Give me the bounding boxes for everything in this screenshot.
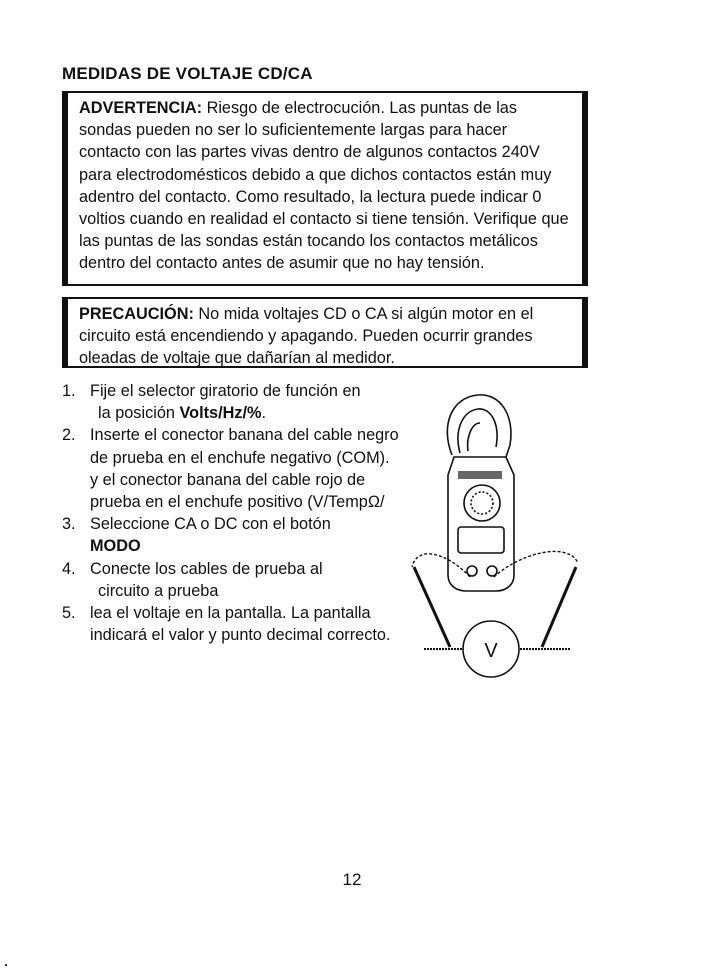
clamp-meter-illustration [410, 385, 582, 690]
caution-text: No mida voltajes CD o CA si algún motor en el circuito está encendiendo y apagando. Pueden ocurrir grandes oleadas de voltaje que dañarían al medidor. [79, 305, 534, 368]
step-4-line2: circuito a prueba [98, 581, 219, 600]
step-number: 2. [62, 426, 76, 445]
section-title: MEDIDAS DE VOLTAJE CD/CA [62, 64, 313, 83]
step-5 [62, 602, 402, 646]
warning-box [62, 91, 588, 286]
step-3-text: Seleccione CA o DC con el botón [90, 515, 331, 534]
step-number: 4. [62, 559, 76, 578]
step-1-line2 [90, 402, 402, 424]
steps-list [62, 380, 402, 646]
warning-text: Riesgo de electrocución. Las puntas de las sondas pueden no ser lo suficientemente largas para hacer contacto con las partes vivas dentro de algunos contactos 240V para electrodomésticos debido a que dichos contactos están muy adentro del contacto. Como resultado, la lectura puede indicar 0 voltios cuando en realidad el contacto si tiene tensión. Verifique que las puntas de las sondas están tocando los contactos metálicos dentro del contacto antes de asumir que no hay tensión. [79, 99, 569, 273]
caution-box [62, 297, 588, 368]
voltmeter-symbol-label: V [484, 640, 498, 662]
step-2 [62, 424, 402, 513]
step-1-setting: Volts/Hz/% [179, 404, 262, 423]
meter-body-icon [448, 457, 514, 591]
scan-artifact [5, 964, 7, 966]
page-number: 12 [342, 870, 362, 889]
step-1-text: la posición [98, 404, 180, 423]
step-1-period: . [261, 404, 267, 423]
step-1 [62, 380, 402, 424]
step-number: 5. [62, 604, 76, 623]
step-4 [62, 558, 402, 602]
step-2-text: Inserte el conector banana del cable negro de prueba en el enchufe negativo (COM). y el conector banana del cable rojo de prueba en el enchufe positivo (V/TempΩ/ [90, 426, 399, 512]
step-3-button-name: MODO [90, 537, 141, 556]
step-4-line1: Conecte los cables de prueba al [90, 559, 323, 578]
clamp-jaw-icon [447, 395, 511, 457]
step-number: 3. [62, 515, 76, 534]
step-1-line1: Fije el selector giratorio de función en [90, 382, 361, 400]
caution-label: PRECAUCIÓN: [79, 305, 194, 323]
step-5-text: lea el voltaje en la pantalla. La pantalla indicará el valor y punto decimal correcto. [90, 604, 391, 645]
step-3 [62, 513, 402, 557]
step-number: 1. [62, 382, 76, 400]
warning-label: ADVERTENCIA: [79, 99, 203, 117]
